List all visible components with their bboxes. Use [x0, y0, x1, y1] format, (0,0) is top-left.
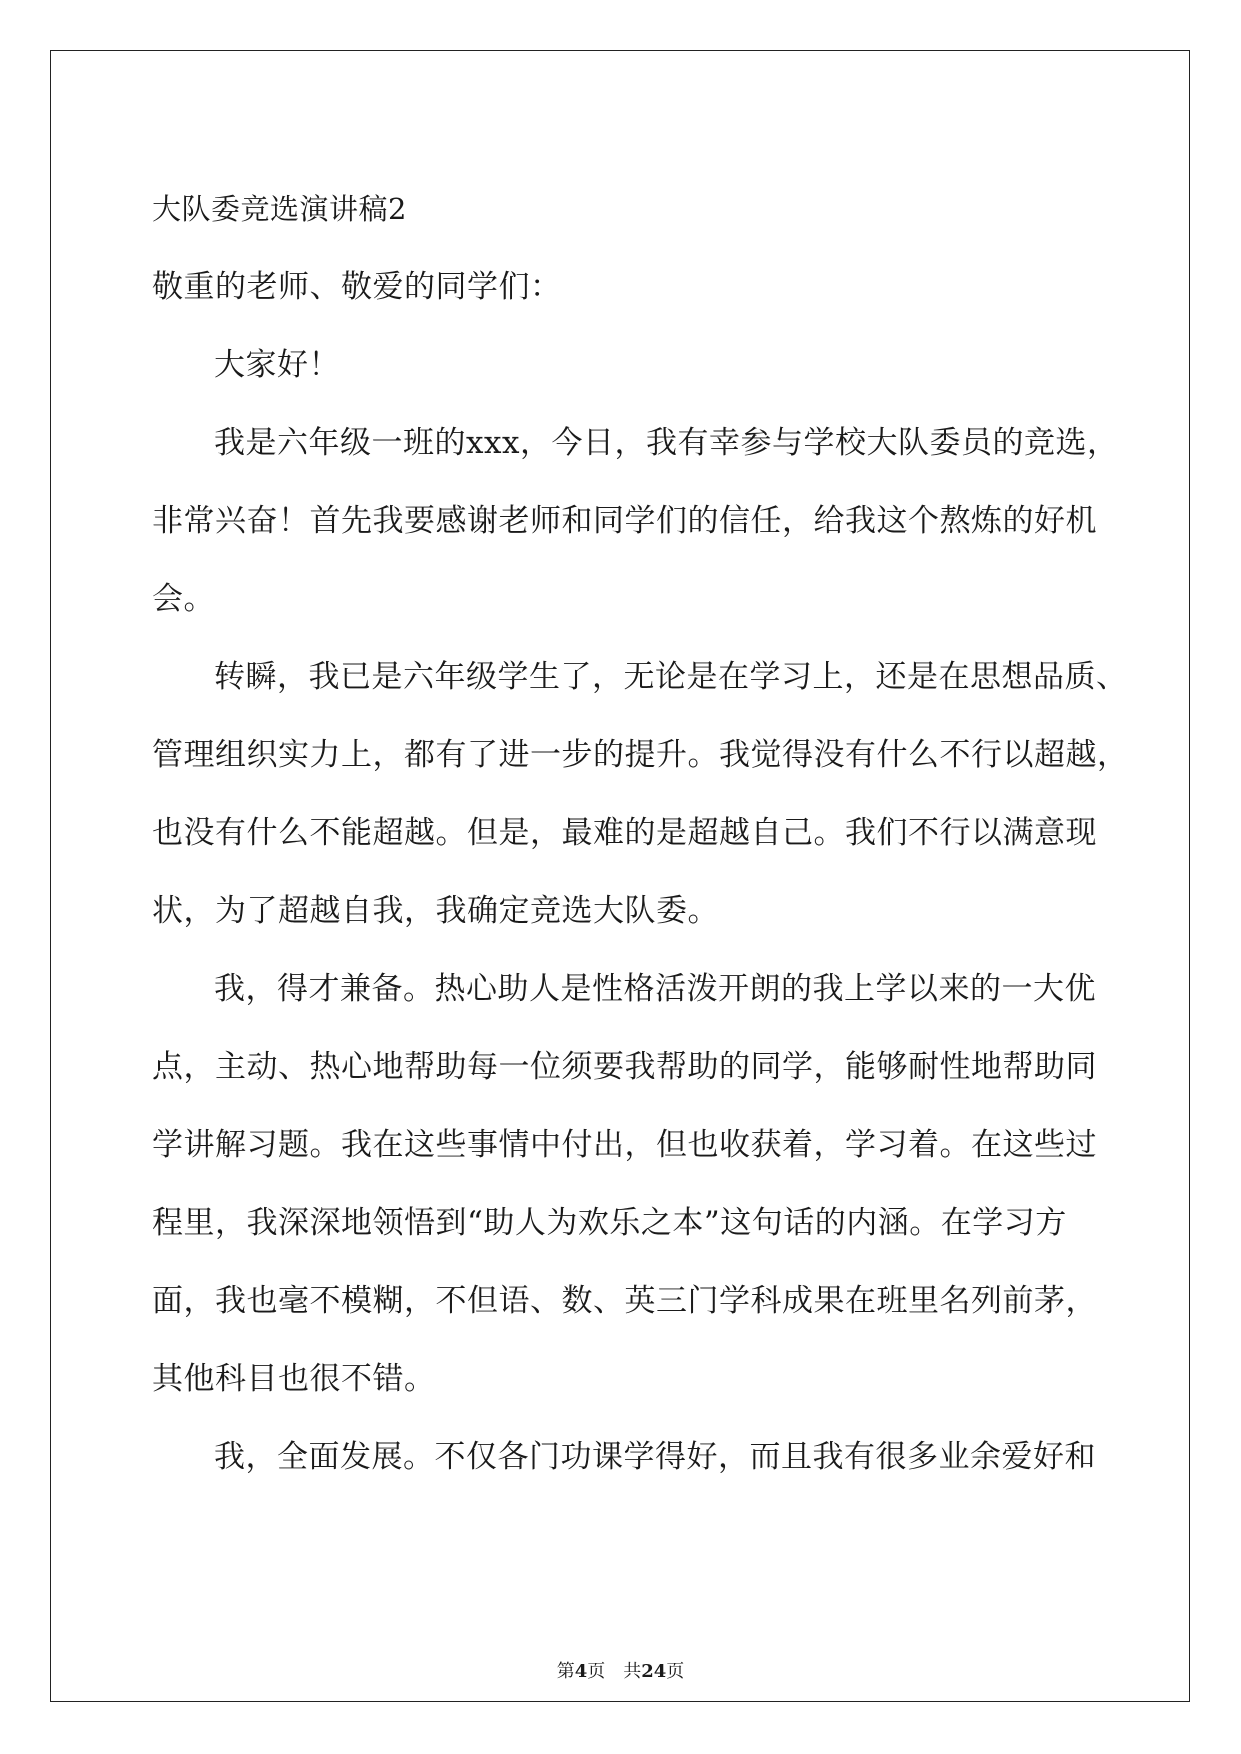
total-suffix: 页 — [666, 1661, 685, 1682]
total-pages: 24 — [641, 1661, 667, 1682]
paragraph-line: 我，全面发展。不仅各门功课学得好，而且我有很多业余爱好和 — [214, 1439, 1096, 1475]
paragraph-line: 非常兴奋！首先我要感谢老师和同学们的信任，给我这个熬炼的好机 — [152, 503, 1097, 539]
paragraph-line: 程里，我深深地领悟到“助人为欢乐之本”这句话的内涵。在学习方 — [152, 1205, 1067, 1241]
paragraph-line: 其他科目也很不错。 — [152, 1361, 436, 1397]
paragraph-line: 学讲解习题。我在这些事情中付出，但也收获着，学习着。在这些过 — [152, 1127, 1097, 1163]
paragraph-line: 状，为了超越自我，我确定竞选大队委。 — [152, 893, 719, 929]
page-number: 4 — [574, 1661, 588, 1682]
paragraph-line: 我是六年级一班的xxx，今日，我有幸参与学校大队委员的竞选， — [214, 425, 1119, 461]
paragraph-line: 点，主动、热心地帮助每一位须要我帮助的同学，能够耐性地帮助同 — [152, 1049, 1097, 1085]
page-footer — [0, 1660, 1241, 1684]
paragraph-line: 转瞬，我已是六年级学生了，无论是在学习上，还是在思想品质、 — [214, 659, 1128, 695]
total-prefix: 共 — [623, 1661, 642, 1682]
paragraph-line: 我，得才兼备。热心助人是性格活泼开朗的我上学以来的一大优 — [214, 971, 1096, 1007]
document-body — [152, 170, 1129, 1496]
paragraph-line: 管理组织实力上，都有了进一步的提升。我觉得没有什么不行以超越， — [152, 737, 1129, 773]
paragraph-line: 也没有什么不能超越。但是，最难的是超越自己。我们不行以满意现 — [152, 815, 1097, 851]
salutation: 敬重的老师、敬爱的同学们： — [152, 269, 562, 305]
page-prefix: 第 — [556, 1661, 575, 1682]
greeting: 大家好！ — [214, 347, 340, 383]
paragraph-line: 面，我也毫不模糊，不但语、数、英三门学科成果在班里名列前茅， — [152, 1283, 1097, 1319]
page-suffix: 页 — [587, 1661, 606, 1682]
paragraph-line: 会。 — [152, 581, 215, 617]
document-title: 大队委竞选演讲稿2 — [152, 192, 407, 226]
